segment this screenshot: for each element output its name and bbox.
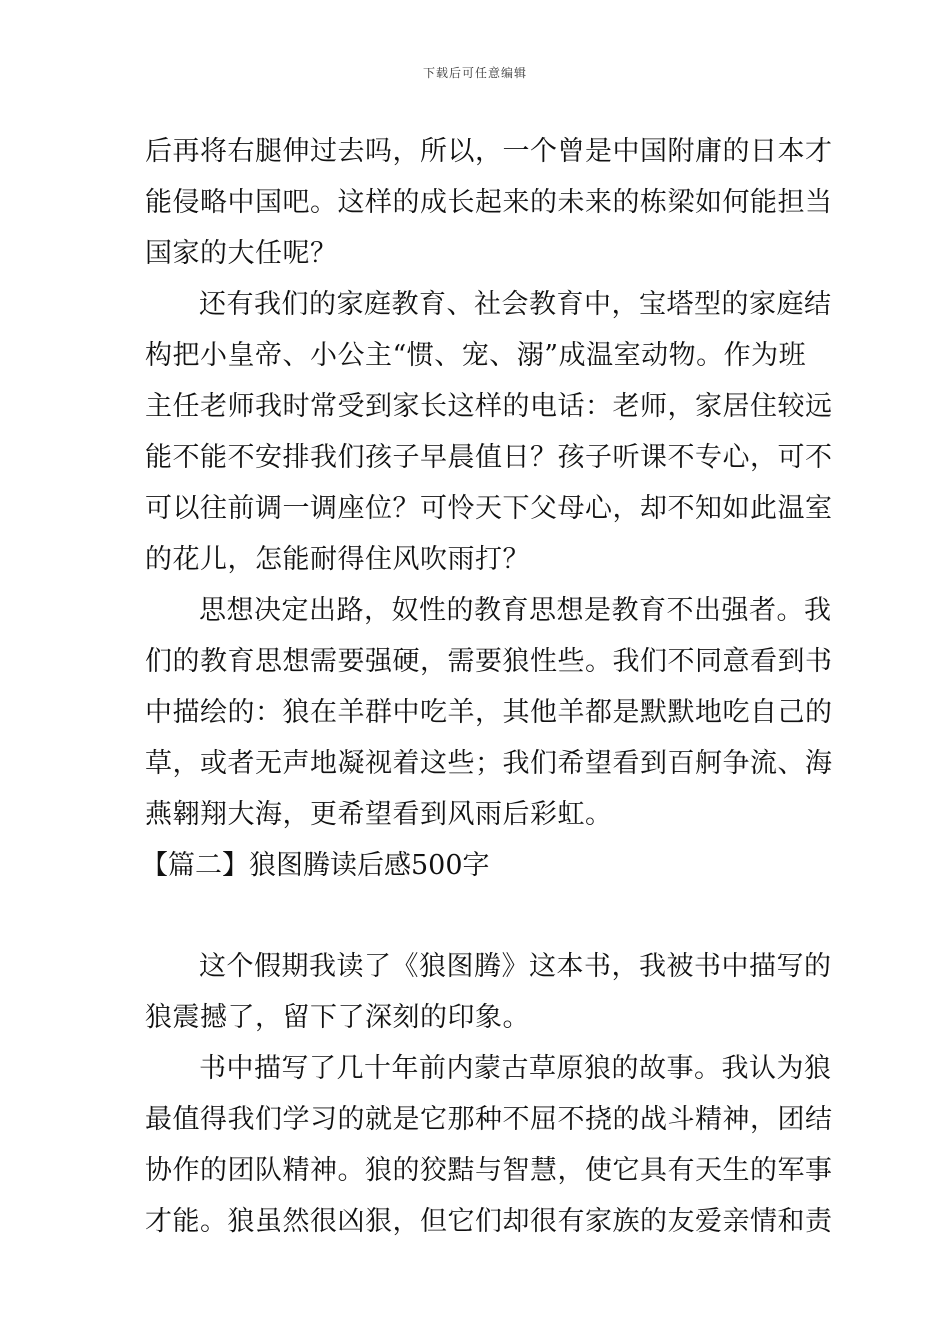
text-line: 书中描写了几十年前内蒙古草原狼的故事。我认为狼 <box>199 1053 832 1084</box>
text-line: 草，或者无声地凝视着这些；我们希望看到百舸争流、海 <box>145 748 833 779</box>
paragraph <box>145 941 832 1043</box>
text-line: 狼震撼了，留下了深刻的印象。 <box>145 1002 530 1033</box>
text-line: 能侵略中国吧。这样的成长起来的未来的栋梁如何能担当 <box>145 187 833 218</box>
text-line: 思想决定出路，奴性的教育思想是教育不出强者。我 <box>199 595 832 626</box>
text-line: 中描绘的：狼在羊群中吃羊，其他羊都是默默地吃自己的 <box>145 697 833 728</box>
text-line: 还有我们的家庭教育、社会教育中，宝塔型的家庭结 <box>199 289 832 320</box>
text-line: 可以往前调一调座位？可怜天下父母心，却不知如此温室 <box>145 493 833 524</box>
text-line: 后再将右腿伸过去吗，所以，一个曾是中国附庸的日本才 <box>145 136 833 167</box>
section-heading: 【篇二】狼图腾读后感500字 <box>141 850 490 881</box>
paragraph <box>145 1043 833 1247</box>
paragraph <box>145 279 833 585</box>
text-line: 燕翱翔大海，更希望看到风雨后彩虹。 <box>145 799 613 830</box>
paragraph <box>145 126 833 279</box>
text-line: 构把小皇帝、小公主“惯、宠、溺”成温室动物。作为班 <box>145 340 807 371</box>
paragraph <box>145 585 833 840</box>
page-header: 下载后可任意编辑 <box>422 66 527 80</box>
document-body <box>141 126 833 1247</box>
text-line: 最值得我们学习的就是它那种不屈不挠的战斗精神，团结 <box>145 1104 833 1135</box>
text-line: 这个假期我读了《狼图腾》这本书，我被书中描写的 <box>199 951 832 982</box>
text-line: 的花儿，怎能耐得住风吹雨打？ <box>145 544 530 575</box>
text-line: 能不能不安排我们孩子早晨值日？孩子听课不专心，可不 <box>145 442 833 473</box>
text-line: 们的教育思想需要强硬，需要狼性些。我们不同意看到书 <box>145 646 833 677</box>
blank-spacer <box>145 891 810 941</box>
text-line: 才能。狼虽然很凶狠，但它们却很有家族的友爱亲情和责 <box>145 1206 833 1237</box>
text-line: 主任老师我时常受到家长这样的电话：老师，家居住较远 <box>145 391 833 422</box>
text-line: 国家的大任呢？ <box>145 238 338 269</box>
text-line: 协作的团队精神。狼的狡黠与智慧，使它具有天生的军事 <box>145 1155 833 1186</box>
